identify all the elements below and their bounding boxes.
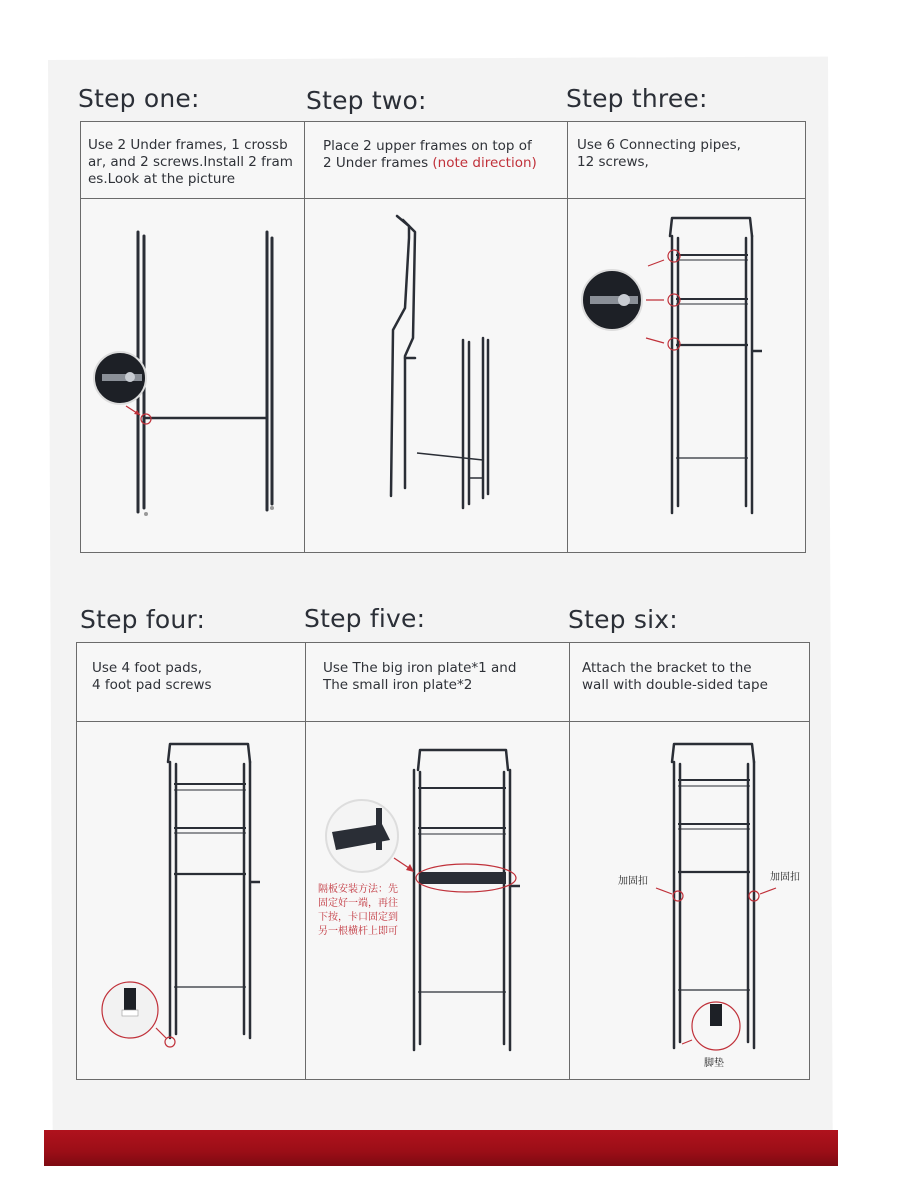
caption-line: 12 screws, [577,154,649,170]
step-six-figure [570,722,808,1078]
caption-line: Use 2 Under frames, 1 crossb [88,137,288,153]
caption-line: wall with double-sided tape [582,677,768,693]
caption-line: The small iron plate*2 [323,677,473,693]
step-six-caption [582,660,802,694]
caption-line: Use 6 Connecting pipes, [577,137,741,153]
plate-note-line: 隔板安装方法：先 [318,884,398,895]
caption-line: ar, and 2 screws.Install 2 fram [88,154,293,170]
bracket-label-right: 加固扣 [770,872,800,883]
step-six-heading: Step six: [568,605,678,634]
step-five-caption [323,660,563,694]
note-direction-text: (note direction) [432,155,537,171]
step-five-figure [306,722,568,1078]
plate-note-line: 固定好一端，再往 [318,898,398,909]
step-two-caption [323,138,563,172]
caption-line: 4 foot pad screws [92,677,212,693]
foot-pad-label: 脚垫 [704,1058,724,1069]
step-four-heading: Step four: [80,605,206,634]
step-two-heading: Step two: [306,86,427,115]
step-one-heading: Step one: [78,84,200,113]
bottom-red-band [44,1130,838,1166]
bracket-label-left: 加固扣 [618,876,648,887]
step-three-heading: Step three: [566,84,708,113]
caption-line: Use The big iron plate*1 and [323,660,517,676]
plate-note-line: 另一根横杆上即可 [318,926,398,937]
caption-line [323,155,563,172]
step-five-heading: Step five: [304,604,426,633]
caption-line: Use 4 foot pads, [92,660,202,676]
step-one-caption [88,137,303,188]
step-four-figure [78,722,304,1078]
plate-note-line: 下按，卡口固定到 [318,912,398,923]
step-four-caption [92,660,292,694]
step-one-figure [82,198,304,552]
caption-line: Place 2 upper frames on top of [323,138,532,154]
caption-line: Attach the bracket to the [582,660,752,676]
caption-line: es.Look at the picture [88,171,235,187]
step-two-figure [305,198,567,552]
step-three-figure [568,198,806,552]
step-three-caption [577,137,797,171]
caption-plain: 2 Under frames [323,155,433,171]
